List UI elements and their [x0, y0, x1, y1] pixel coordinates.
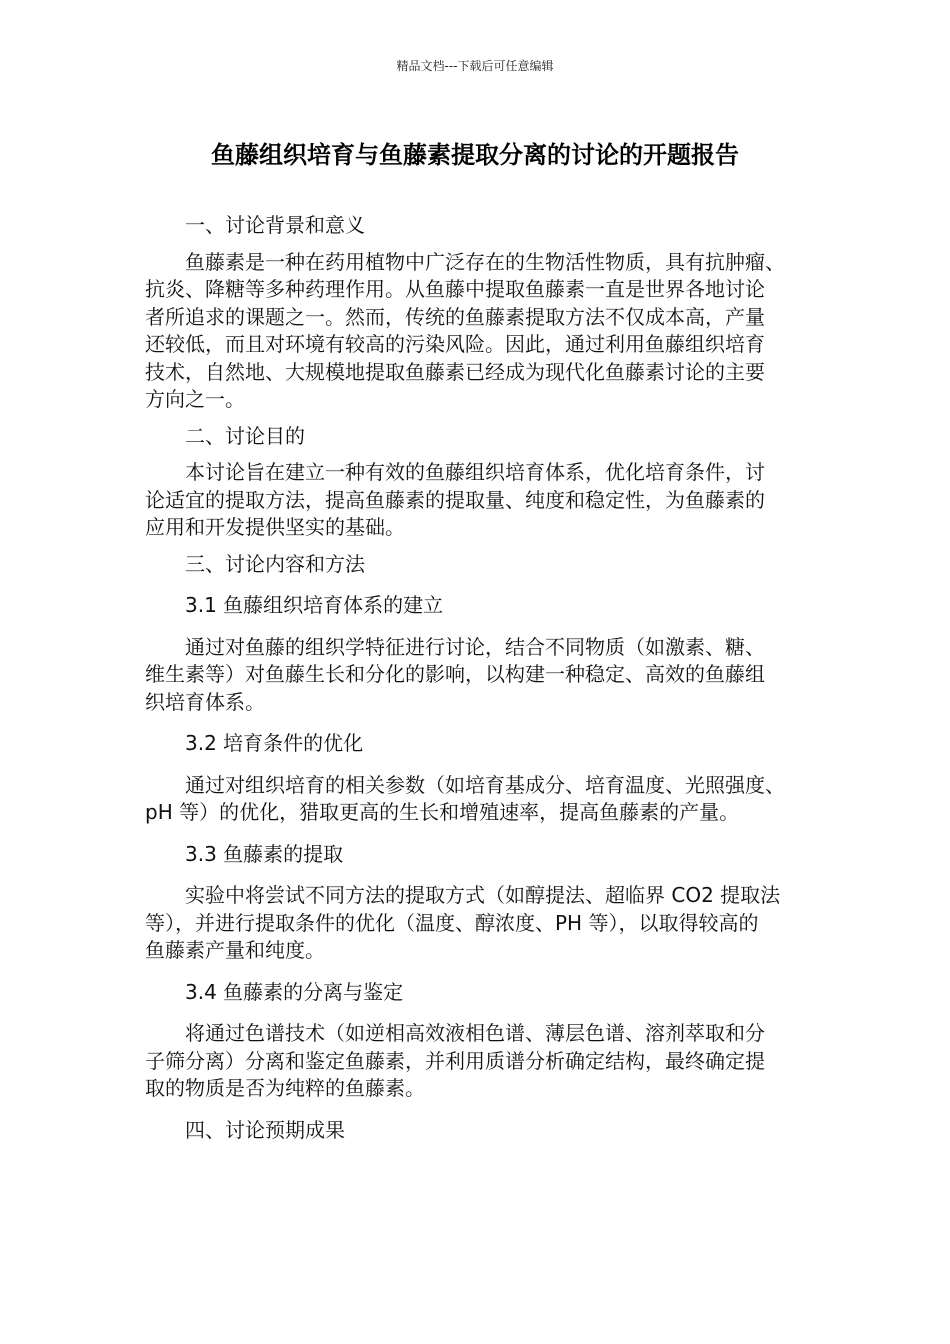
- paragraph-3-3: 实验中将尝试不同方法的提取方式（如醇提法、超临界 CO2 提取法 等），并进行提取条件的优化（温度、醇浓度、PH 等），以取得较高的 鱼藤素产量和纯度。: [145, 883, 781, 962]
- paragraph-3-1: 通过对鱼藤的组织学特征进行讨论，结合不同物质（如激素、糖、 维生素等）对鱼藤生长和分化的影响，以构建一种稳定、高效的鱼藤组 织培育体系。: [145, 634, 765, 714]
- document-title: 鱼藤组织培育与鱼藤素提取分离的讨论的开题报告: [211, 141, 739, 169]
- paragraph-3-4: 将通过色谱技术（如逆相高效液相色谱、薄层色谱、溶剂萃取和分 子筛分离）分离和鉴定鱼藤素，并利用质谱分析确定结构，最终确定提 取的物质是否为纯粹的鱼藤素。: [145, 1021, 765, 1100]
- paragraph-3-2: 通过对组织培育的相关参数（如培育基成分、培育温度、光照强度、 pH 等）的优化，猎取更高的生长和增殖速率，提高鱼藤素的产量。: [145, 772, 785, 824]
- subsection-heading-3-1: 3.1 鱼藤组织培育体系的建立: [185, 593, 444, 617]
- section-heading-content-methods: 三、讨论内容和方法: [185, 551, 365, 576]
- document-body: [145, 212, 805, 1144]
- section-heading-background: 一、讨论背景和意义: [185, 213, 365, 237]
- subsection-heading-3-2: 3.2 培育条件的优化: [185, 731, 364, 755]
- section-heading-purpose: 二、讨论目的: [185, 423, 305, 448]
- page-header: 精品文档---下载后可任意编辑: [396, 59, 554, 73]
- paragraph-background: 鱼藤素是一种在药用植物中广泛存在的生物活性物质，具有抗肿瘤、 抗炎、降糖等多种药理作用。从鱼藤中提取鱼藤素一直是世界各地讨论 者所追求的课题之一。然而，传统的鱼藤素提取方法不仅成本高，产量 还较低，而且对环境有较高的污染风险。因此，通过利用鱼藤组织培育 技术，自然地、大规模地提取鱼藤素已经成为现代化鱼藤素讨论的主要 方向之一。: [145, 249, 785, 411]
- paragraph-purpose: 本讨论旨在建立一种有效的鱼藤组织培育体系，优化培育条件，讨 论适宜的提取方法，提高鱼藤素的提取量、纯度和稳定性，为鱼藤素的 应用和开发提供坚实的基础。: [145, 460, 765, 539]
- subsection-heading-3-4: 3.4 鱼藤素的分离与鉴定: [185, 979, 404, 1004]
- section-heading-expected-results: 四、讨论预期成果: [185, 1117, 345, 1142]
- subsection-heading-3-3: 3.3 鱼藤素的提取: [185, 841, 344, 866]
